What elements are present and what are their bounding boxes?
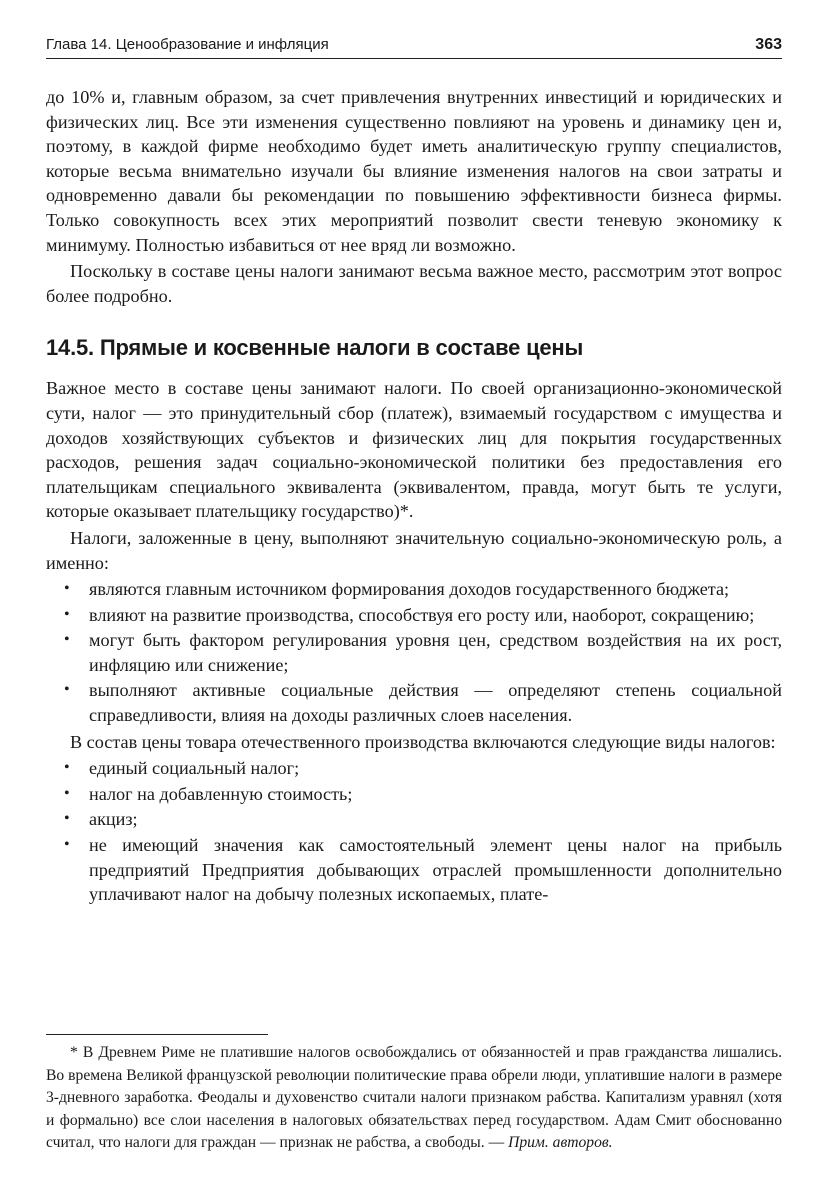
- list-item: • могут быть фактором регулирования уровня цен, средством воздействия на их рост, инфляцию или снижение;: [64, 630, 782, 675]
- bullet-icon: •: [64, 631, 70, 649]
- list-item: • акциз;: [46, 807, 782, 832]
- footnote-credit: Прим. авторов.: [508, 1134, 613, 1152]
- list-item: • выполняют активные социальные действия — определяют степень социальной справедливости, влияя на доходы различных слоев населения.: [64, 680, 782, 726]
- list-item: • являются главным источником формирования доходов государственного бюджета;: [46, 577, 782, 602]
- paragraph: Поскольку в составе цены налоги занимают весьма важное место, рассмотрим этот вопрос более подробно.: [46, 261, 782, 306]
- footnote-text: * В Древнем Риме не платившие налогов освобождались от обязанностей и прав гражданства лишались. Во времена Великой французской революции политические права обрели люди, уплатившие налоги в размере 3-дневного заработка. Феодалы и духовенство считали налоги признаком рабства. Капитализм уравнял (хотя и формально) все слои населения в налоговых обязательствах перед государством. Адам Смит обоснованно считал, что налоги для граждан — признак не рабства, а свободы. —: [46, 1044, 782, 1152]
- footnote-divider: [46, 1034, 268, 1035]
- tax-types-list: [46, 756, 782, 907]
- bullet-icon: •: [64, 784, 70, 802]
- main-text: [46, 85, 782, 909]
- bullet-icon: •: [64, 810, 70, 828]
- paragraph: Налоги, заложенные в цену, выполняют значительную социально-экономическую роль, а именно:: [46, 527, 782, 573]
- bullet-icon: •: [64, 681, 70, 699]
- list-item: • единый социальный налог;: [46, 756, 782, 781]
- page-number: 363: [755, 36, 782, 53]
- footnote: [46, 1042, 782, 1155]
- paragraph: В состав цены товара отечественного производства включаются следующие виды налогов:: [70, 731, 776, 752]
- paragraph-continuation: до 10% и, главным образом, за счет привлечения внутренних инвестиций и юридических и физических лиц. Все эти изменения существенно повлияют на уровень и динамику цен и, поэтому, в каждой фирме необходимо будет иметь аналитическую группу специалистов, которые весьма внимательно изучали бы влияние изменения налогов на свои затраты и одновременно давали бы рекомендации по повышению эффективности бизнеса фирмы. Только совокупность всех этих мероприятий позволит свести теневую экономику к минимуму. Полностью избавиться от нее вряд ли возможно.: [46, 87, 782, 255]
- chapter-title: Глава 14. Ценообразование и инфляция: [46, 36, 329, 53]
- list-item: • не имеющий значения как самостоятельный элемент цены налог на прибыль предприятий Предприятия добывающих отраслей промышленности дополнительно уплачивают налог на добычу полезных ископаемых, плате-: [64, 835, 782, 905]
- bullet-icon: •: [64, 759, 70, 777]
- paragraph: Важное место в составе цены занимают налоги. По своей организационно-экономической сути, налог — это принудительный сбор (платеж), взимаемый государством с имущества и доходов хозяйствующих субъектов и физических лиц для покрытия государственных расходов, решения задач социально-экономической политики без предоставления его плательщикам специального эквивалента (эквивалентом, правда, могут быть те услуги, которые оказывает плательщику государство)*.: [46, 378, 782, 522]
- list-item: • влияют на развитие производства, способствуя его росту или, наоборот, сокращению;: [46, 603, 782, 628]
- bullet-icon: •: [64, 580, 70, 598]
- running-header: [46, 34, 782, 59]
- section-heading: 14.5. Прямые и косвенные налоги в составе цены: [46, 335, 584, 361]
- list-item: • налог на добавленную стоимость;: [46, 782, 782, 807]
- bullet-icon: •: [64, 605, 70, 623]
- bullet-icon: •: [64, 836, 70, 854]
- tax-roles-list: [46, 577, 782, 728]
